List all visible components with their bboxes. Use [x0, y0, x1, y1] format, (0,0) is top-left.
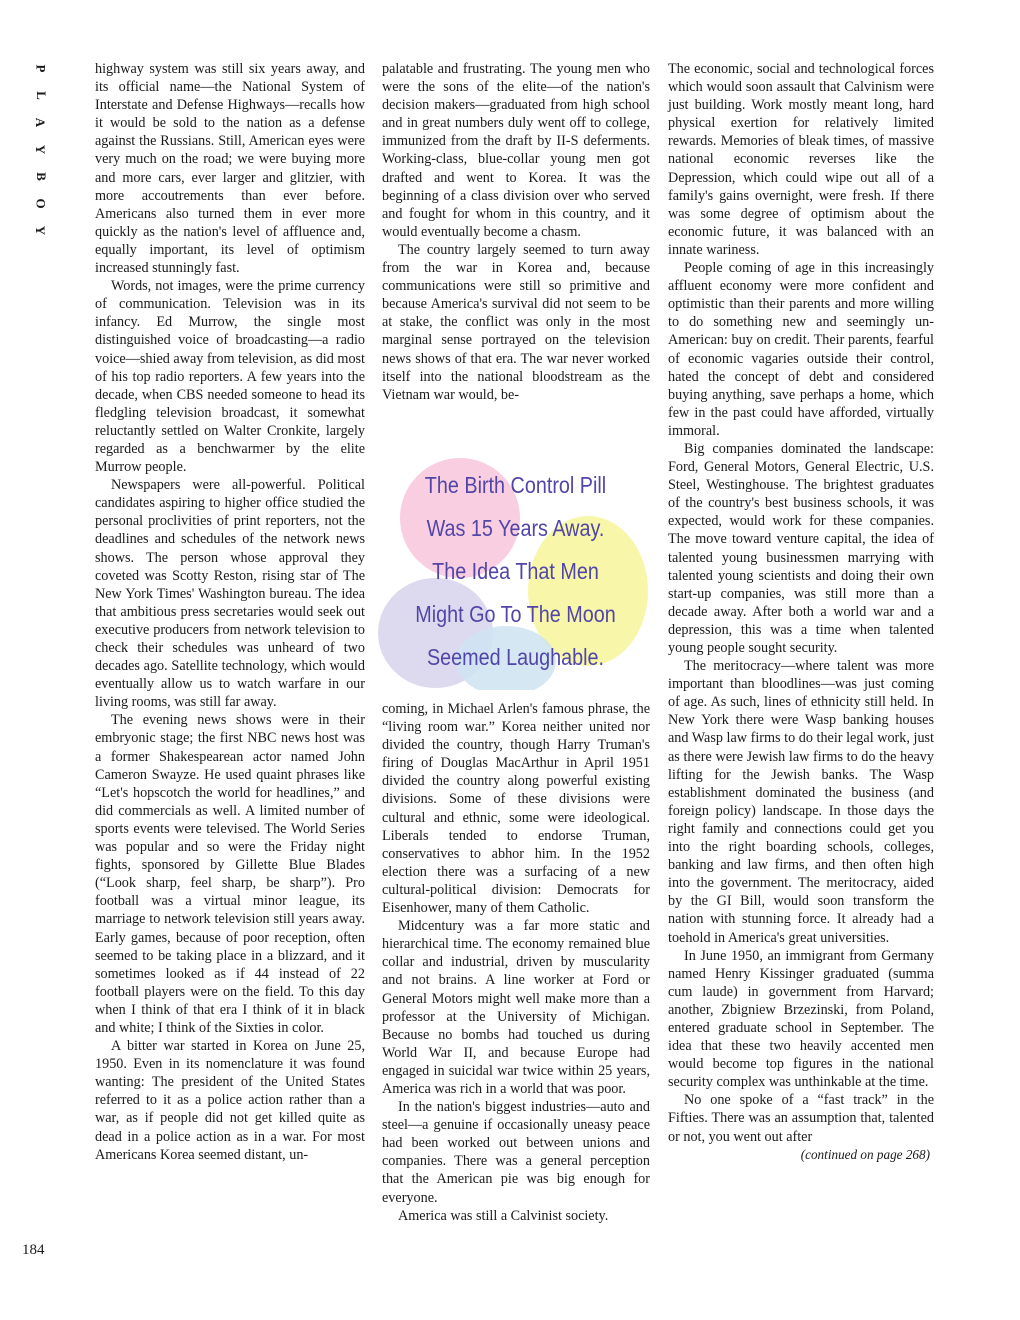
- paragraph: palatable and frustrating. The young men who were the sons of the elite—of the nation's decision makers—graduated from high school and in great numbers duly went off to college, immunized from the draft by II-S deferments. Working-class, blue-collar young men got drafted and went to Korea. It was the beginning of a class division over who served and fought for whom in this country, and it would eventually become a chasm.: [382, 61, 650, 240]
- paragraph: Big companies dominated the landscape: Ford, General Motors, General Electric, U.S. Steel, Westinghouse. The brightest graduates of the country's best business schools, it was expected, would work for these companies. The move toward venture capital, the idea of talented young businessmen marrying with talented young scientists and doing their own start-up companies, was still more than a decade away. After both a world war and a depression, this was a time when talented young people sought security.: [668, 440, 934, 656]
- magazine-name-vertical: [30, 62, 52, 237]
- pull-quote-box: [378, 458, 653, 690]
- pull-quote-line: The Idea That Men: [432, 558, 599, 584]
- column-2-top: [382, 60, 650, 470]
- paragraph: coming, in Michael Arlen's famous phrase, the “living room war.” Korea neither united nor divided the country, though Harry Truman's firing of Douglas MacArthur in April 1951 divided the country along powerful existing divisions. Some of these divisions were cultural and ethnic, some were ideological. Liberals tended to endorse Truman, conservatives to abhor him. In the 1952 election there was a surfacing of a new cultural-political division: Democrats for Eisenhower, many of them Catholic.: [382, 701, 650, 917]
- paragraph: No one spoke of a “fast track” in the Fifties. There was an assumption that, talented or not, you went out after: [668, 1092, 934, 1145]
- pull-quote-line: Was 15 Years Away.: [426, 515, 605, 541]
- magazine-letter: A: [33, 117, 49, 128]
- pull-quote-line: Seemed Laughable.: [426, 644, 605, 670]
- paragraph: highway system was still six years away, and its official name—the National System of Interstate and Defense Highways—recalls how it would be sold to the nation as a defense against the Russians. Still, American eyes were very much on the road; we were buying more and more cars, ever larger and glitzier, with more accoutrements than ever before. Americans also turned them in ever more quickly as the nation's level of affluence and, equally important, its level of optimism increased stunningly fast.: [95, 61, 365, 277]
- paragraph: The meritocracy—where talent was more important than bloodlines—was just coming of age. As such, lines of ethnicity still held. In New York there were Wasp banking houses and Wasp law firms to do their legal work, just as there were Jewish law firms to do the heavy lifting for the Jewish banks. The Wasp establishment dominated the business (and foreign policy) landscape. In those days the right family and connections could get you into the right boarding schools, colleges, banking and law firms, and then often high into the government. The meritocracy, aided by the GI Bill, would soon transform the nation with stunning force. It already had a toehold in America's great universities.: [668, 658, 934, 946]
- paragraph: A bitter war started in Korea on June 25, 1950. Even in its nomenclature it was found wanting: The president of the United States referred to it as a police action rather than a war, as if people did not get killed quite as dead in a police action as in a war. For most Americans Korea seemed distant, un-: [95, 1038, 365, 1163]
- paragraph: In June 1950, an immigrant from Germany named Henry Kissinger graduated (summa cum laude) in government from Harvard; another, Zbigniew Brzezinski, from Poland, entered graduate school in September. The idea that these two heavily accented men would become top figures in the national security complex was unthinkable at the time.: [668, 947, 934, 1091]
- magazine-letter: Y: [33, 144, 49, 155]
- pull-quote: [397, 464, 634, 679]
- paragraph: Newspapers were all-powerful. Political candidates aspiring to higher office studied the personal proclivities of print reporters, not the deadlines and schedules of the network news shows. The person whose approval they coveted was Scotty Reston, rising star of The New York Times' Washington bureau. The idea that ambitious press secretaries would seek out executive producers from network television to check their schedules was unheard of two decades ago. Satellite technology, which would eventually allow us to watch warfare in our living rooms, was still far away.: [95, 477, 365, 711]
- paragraph: The economic, social and technological forces which would soon assault that Calvinism were just building. Work mostly meant long, hard physical exertion for relatively limited rewards. Memories of bleak times, of massive national economic reverses like the Depression, which could wipe out all of a family's gains overnight, were fresh. If there was some degree of optimism about the economic future, it was balanced with an innate wariness.: [668, 61, 934, 258]
- paragraph: Midcentury was a far more static and hierarchical time. The economy remained blue collar and industrial, driven by muscularity and not brains. A line worker at Ford or General Motors might well make more than a professor at the University of Michigan. Because no bombs had touched us during World War II, and because Europe had engaged in suicidal war twice within 25 years, America was rich in a world that was poor.: [382, 918, 650, 1097]
- paragraph: The country largely seemed to turn away from the war in Korea and, because communications were still so primitive and because America's survival did not seem to be at stake, the conflict was only in the most marginal sense portrayed on the television news shows of that era. The war never worked itself into the national bloodstream as the Vietnam war would, be-: [382, 241, 650, 403]
- pull-quote-line: The Birth Control Pill: [424, 472, 607, 498]
- magazine-letter: P: [33, 64, 49, 73]
- paragraph: People coming of age in this increasingly affluent economy were more confident and optimistic than their parents and more willing to do something new and seemingly un-American: buy on credit. Their parents, fearful of economic vagaries outside their control, hated the concept of debt and considered buying anything, save perhaps a home, which few in the past could have afforded, virtually immoral.: [668, 260, 934, 439]
- magazine-letter: Y: [33, 225, 49, 236]
- continued-on-note: (continued on page 268): [800, 1146, 930, 1162]
- magazine-letter: L: [33, 91, 49, 100]
- page-number: 184: [22, 1242, 45, 1258]
- column-2-bottom: [382, 700, 650, 1225]
- magazine-letter: O: [33, 198, 49, 209]
- paragraph: The evening news shows were in their embryonic stage; the first NBC news host was a former Shakespearean actor named John Cameron Swayze. He used quaint phrases like “Let's hopscotch the world for headlines,” and did commercials as well. A limited number of sports events were televised. The World Series was popular and so were the Friday night fights, sponsored by Gillette Blue Blades (“Look sharp, feel sharp, be sharp”). Pro football was a virtual minor league, its marriage to network television still years away. Early games, because of poor reception, often seemed to be taking place in a blizzard, and it sometimes looked as if 44 instead of 22 football players were on the field. To this day when I think of that era I think of it in black and white; I think of the Sixties in color.: [95, 712, 365, 1036]
- pull-quote-line: Might Go To The Moon: [415, 601, 616, 627]
- column-1: [95, 60, 365, 1164]
- magazine-letter: B: [33, 172, 49, 181]
- paragraph: America was still a Calvinist society.: [398, 1207, 609, 1224]
- paragraph: In the nation's biggest industries—auto and steel—a genuine if occasionally uneasy peace had been worked out between unions and companies. There was a general perception that the American pie was big enough for everyone.: [382, 1099, 650, 1206]
- column-3: [668, 60, 934, 1164]
- paragraph: Words, not images, were the prime currency of communication. Television was in its infancy. Ed Murrow, the single most distinguished voice of broadcasting—a radio voice—shied away from television, as did most of his top radio reporters. A few years into the decade, when CBS needed someone to head its fledgling television broadcast, it somewhat reluctantly settled on Walter Cronkite, largely regarded as a benchwarmer by the elite Murrow people.: [95, 278, 365, 476]
